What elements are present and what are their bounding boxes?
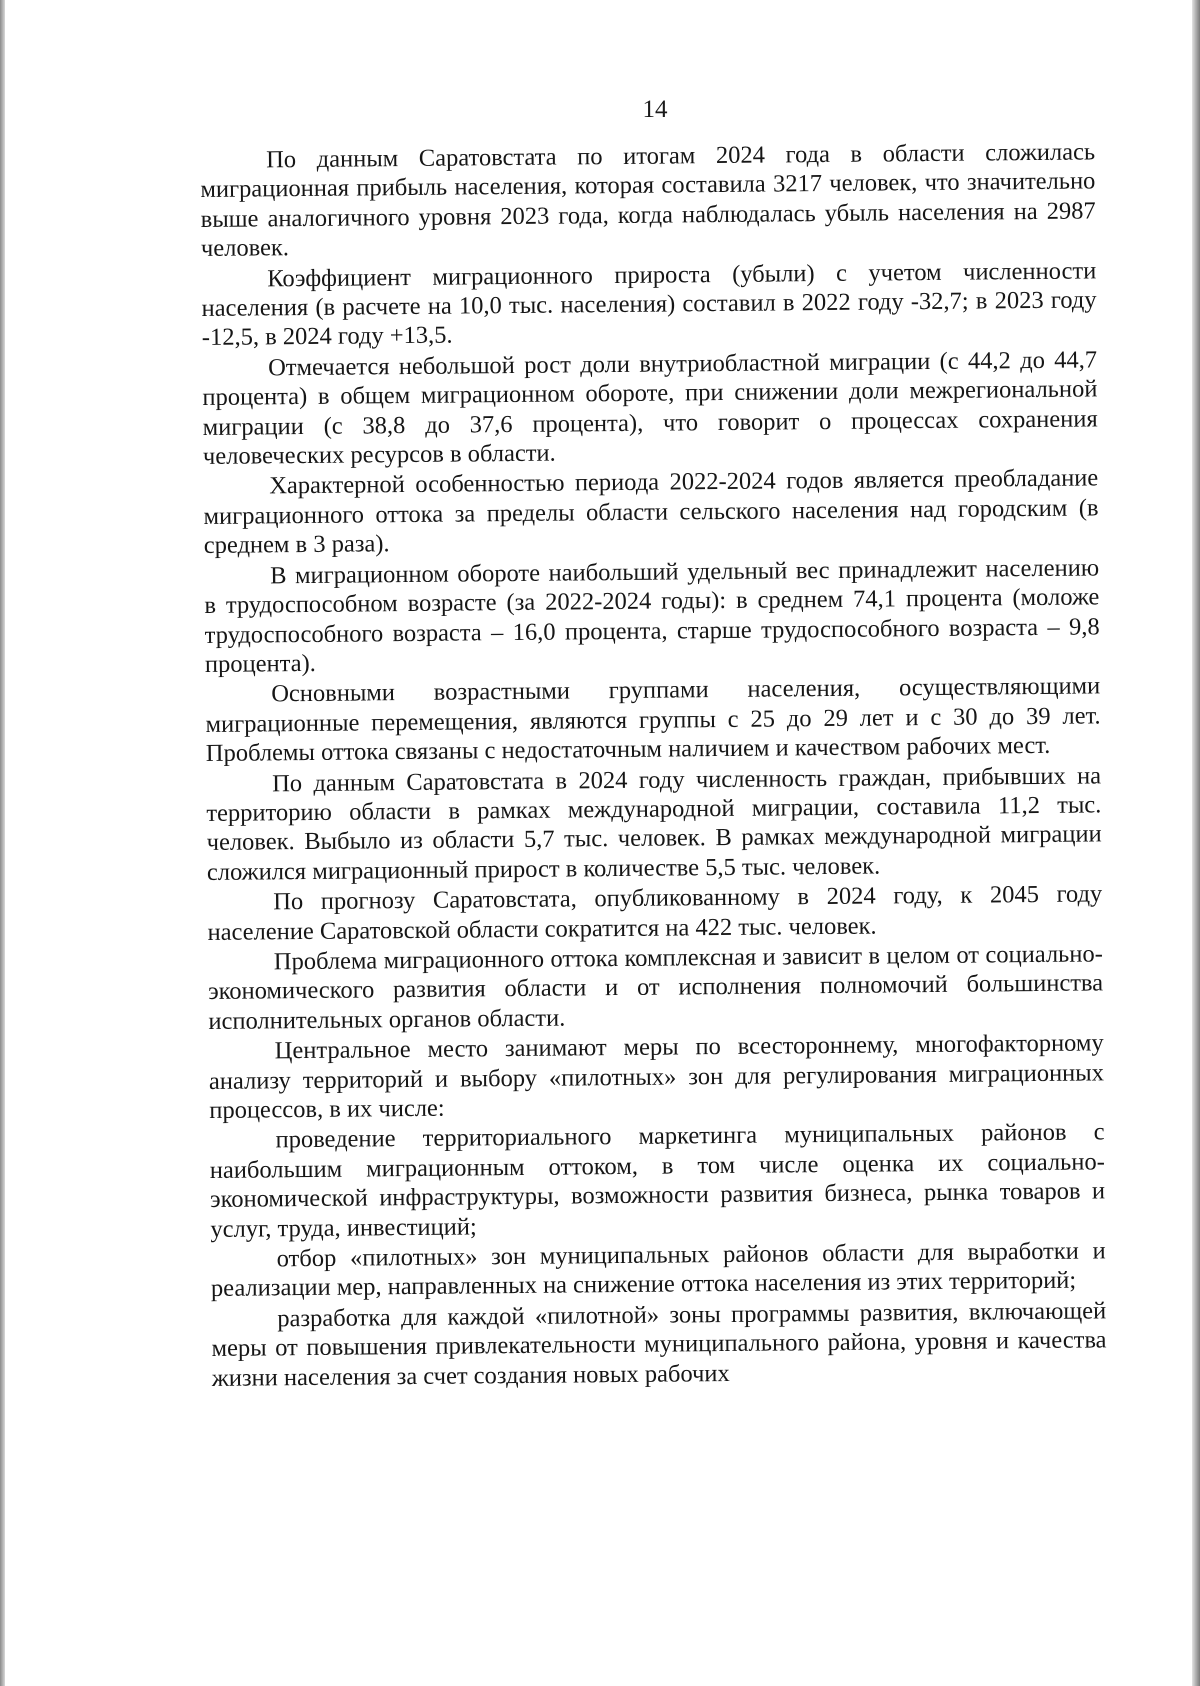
scan-edge-right	[1192, 0, 1200, 1686]
paragraph-territorial-marketing: проведение территориального маркетинга муниципальных районов с наибольшим миграционным оттоком, в том числе оценка их социально-экономической инфраструктуры, возможности развития бизнеса, рынка товаров и услуг, труда, инвестиций;	[209, 1118, 1106, 1243]
paragraph-working-age-share: В миграционном обороте наибольший удельный вес принадлежит населению в трудоспособном возрасте (за 2022-2024 годы): в среднем 74,1 процента (моложе трудоспособного возраста – 16,0 процента, старше трудоспособного возраста – 9,8 процента).	[204, 554, 1100, 678]
scan-edge-left	[0, 0, 5, 1686]
paragraph-age-groups: Основными возрастными группами населения, осуществляющими миграционные перемещения, являются группы с 25 до 29 лет и с 30 до 39 лет. Проблемы оттока связаны с недостаточным наличием и качеством рабочих мест.	[205, 672, 1101, 768]
document-body	[200, 137, 1107, 1394]
paragraph-migration-profit: По данным Саратовстата по итогам 2024 года в области сложилась миграционная прибыль населения, которая составила 3217 человек, что значительно выше аналогичного уровня 2023 года, когда наблюдалась убыль населения на 2987 человек.	[200, 138, 1096, 263]
paragraph-central-measures: Центральное место занимают меры по всестороннему, многофакторному анализу территорий и выбору «пилотных» зон для регулирования миграционных процессов, в их числе:	[208, 1029, 1105, 1124]
paragraph-international-migration: По данным Саратовстата в 2024 году численность граждан, прибывших на территорию области в рамках международной миграции, составила 11,2 тыс. человек. Выбыло из области 5,7 тыс. человек. В рамках международной миграции сложился миграционный прирост в количестве 5,5 тыс. человек.	[206, 761, 1102, 886]
paragraph-migration-coefficient: Коэффициент миграционного прироста (убыли) с учетом численности населения (в расчете на 10,0 тыс. населения) составил в 2022 году -32,7; в 2023 году -12,5, в 2024 году +13,5.	[201, 257, 1097, 352]
paragraph-rural-outflow: Характерной особенностью периода 2022-2024 годов является преобладание миграционного оттока за пределы области сельского населения над городским (в среднем в 3 раза).	[203, 464, 1099, 560]
paragraph-pilot-zone-selection: отбор «пилотных» зон муниципальных районов области для выработки и реализации мер, направленных на снижение оттока населения из этих территорий;	[210, 1237, 1106, 1303]
paragraph-population-forecast: По прогнозу Саратовстата, опубликованному в 2024 году, к 2045 году население Саратовской области сократится на 422 тыс. человек.	[207, 880, 1103, 946]
page-number: 14	[642, 96, 668, 123]
paragraph-outflow-problem: Проблема миграционного оттока комплексная и зависит в целом от социально-экономического развития области и от исполнения полномочий большинства исполнительных органов области.	[207, 940, 1104, 1035]
paragraph-development-program: разработка для каждой «пилотной» зоны программы развития, включающей меры от повышения привлекательности муниципального района, уровня и качества жизни населения за счет создания новых рабочих	[211, 1297, 1107, 1392]
paragraph-intraregional-share: Отмечается небольшой рост доли внутриобластной миграции (с 44,2 до 44,7 процента) в общем миграционном обороте, при снижении доли межрегиональной миграции (с 38,8 до 37,6 процента), что говорит о процессах сохранения человеческих ресурсов в области.	[202, 346, 1098, 471]
